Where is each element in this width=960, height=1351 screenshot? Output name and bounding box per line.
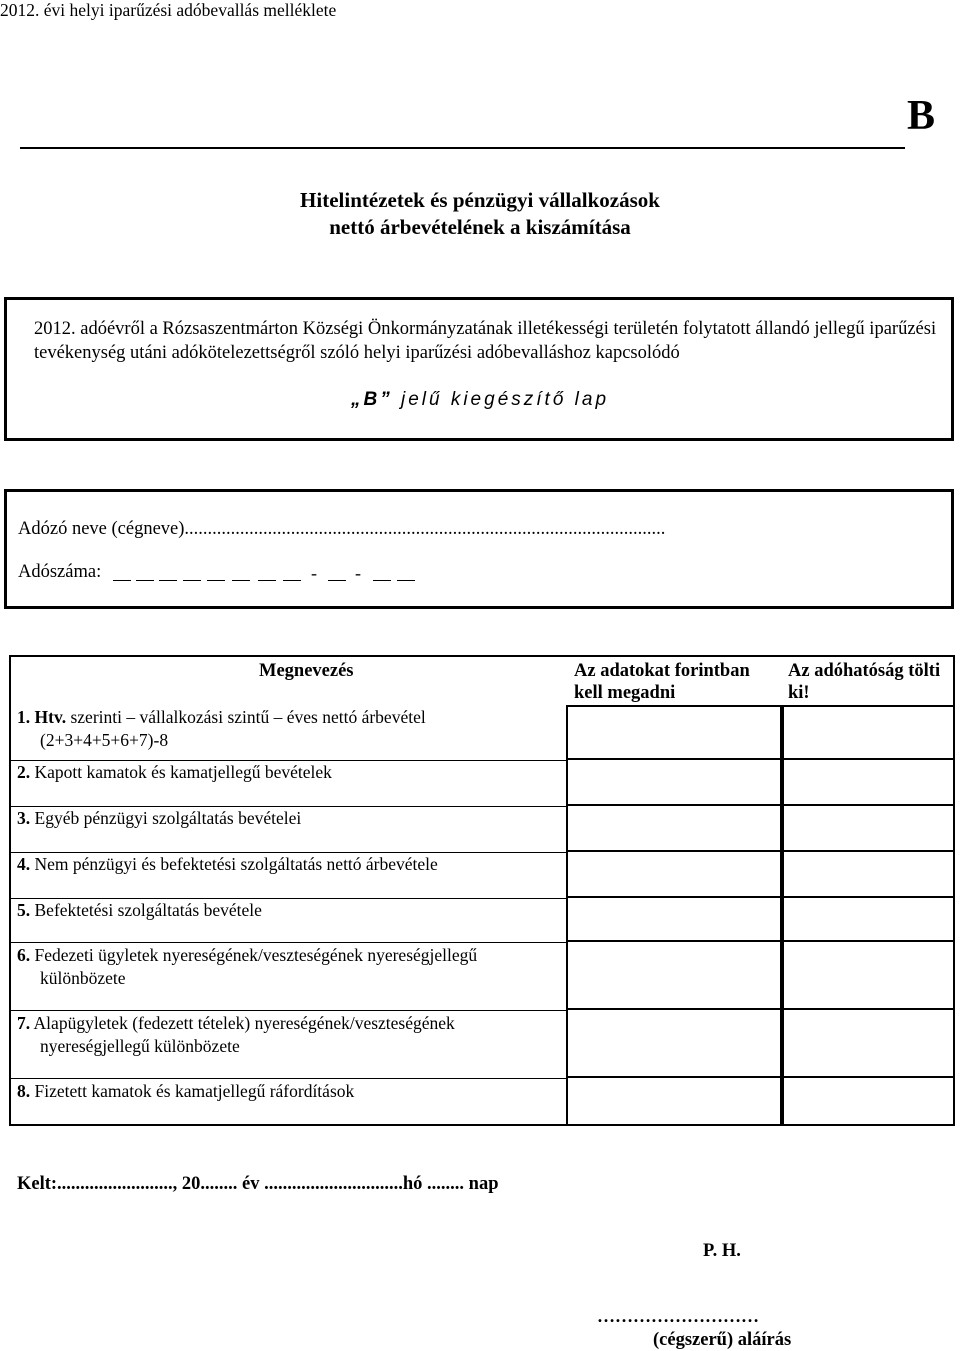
authority-cell-row-7 [782,1010,955,1078]
table-row-6 [17,944,477,966]
taxpayer-box [4,489,954,609]
intro-sub-letter: „B” [350,389,393,410]
form-title-line1: Hitelintézetek és pénzügyi vállalkozások [300,188,660,212]
row-number: 3. [17,808,31,828]
amount-cell-row-3[interactable] [566,806,782,852]
row-number: 4. [17,854,31,874]
amount-cell-row-4[interactable] [566,852,782,898]
tax-number-dash: - [311,563,317,583]
table-row-2 [17,761,332,783]
tax-number-label: Adószáma: [18,562,102,582]
authority-cell-row-5 [782,898,955,942]
stamp-placeholder: P. H. [703,1241,741,1261]
amount-cell-row-5[interactable] [566,898,782,942]
col-header-name: Megnevezés [259,661,354,681]
row-6-continuation: különbözete [40,968,126,988]
tax-number-digit[interactable] [207,580,225,581]
row-text: szerinti – vállalkozási szintű – éves nettó árbevétel [70,707,426,727]
taxpayer-name-field[interactable]: Adózó neve (cégneve)........................................................................................................ [18,519,666,539]
row-text: Egyéb pénzügyi szolgáltatás bevételei [34,808,302,828]
form-title-line2: nettó árbevételének a kiszámítása [329,215,631,239]
header-rule [20,147,905,149]
table-row-5 [17,899,262,921]
intro-subtitle [0,387,960,413]
amount-cell-row-7[interactable] [566,1010,782,1078]
tax-number-digit[interactable] [159,580,177,581]
row-separator [10,942,566,943]
tax-number-digit[interactable] [232,580,250,581]
row-number: 1. Htv. [17,707,67,727]
authority-cell-row-6 [782,942,955,1010]
table-row-7 [17,1012,455,1034]
row-1-formula: (2+3+4+5+6+7)-8 [40,730,169,750]
row-number: 5. [17,900,31,920]
row-text: Fedezeti ügyletek nyereségének/veszteségének nyereségjellegű [34,945,478,965]
row-number: 8. [17,1081,31,1101]
authority-cell-row-4 [782,852,955,898]
table-row-4 [17,853,438,875]
row-7-continuation: nyereségjellegű különbözete [40,1036,240,1056]
tax-number-digit[interactable] [328,580,346,581]
tax-number-digit[interactable] [136,580,154,581]
signature-label: (cégszerű) aláírás [653,1330,792,1350]
authority-cell-row-1 [782,705,955,760]
signature-line[interactable]: ……………………… [597,1306,759,1326]
amount-cell-row-6[interactable] [566,942,782,1010]
sheet-letter: B [907,93,936,139]
row-separator [10,1010,566,1011]
col-header-amount: Az adatokat forintban kell megadni [574,661,750,703]
amount-cell-row-1[interactable] [566,705,782,760]
row-text: Alapügyletek (fedezett tételek) nyereségének/veszteségének [33,1013,455,1033]
row-number: 2. [17,762,31,782]
tax-number-digit[interactable] [397,580,415,581]
tax-number-digit[interactable] [373,580,391,581]
tax-number-digit[interactable] [183,580,201,581]
row-text: Kapott kamatok és kamatjellegű bevételek [34,762,332,782]
intro-text: 2012. adóévről a Rózsaszentmárton Községi Önkormányzatának illetékességi területén folytatott állandó jellegű iparűzési tevékenység utáni adókötelezettségről szóló helyi iparűzési adóbevalláshoz kapcsolódó [34,319,937,363]
authority-cell-row-2 [782,760,955,806]
date-line[interactable]: Kelt:........................., 20........ év ..............................hó ........ nap [17,1174,499,1194]
table-row-1 [17,706,426,728]
row-text: Befektetési szolgáltatás bevétele [34,900,262,920]
row-text: Nem pénzügyi és befektetési szolgáltatás nettó árbevétele [34,854,438,874]
table-row-3 [17,807,301,829]
authority-cell-row-8 [782,1078,955,1126]
table-row-8 [17,1080,354,1102]
row-number: 7. [17,1013,31,1033]
row-separator [10,1078,566,1079]
amount-cell-row-8[interactable] [566,1078,782,1126]
intro-sub-rest: jelű kiegészítő lap [400,389,610,410]
authority-cell-row-3 [782,806,955,852]
tax-number-digit[interactable] [283,580,301,581]
row-number: 6. [17,945,31,965]
tax-number-digit[interactable] [113,580,131,581]
col-header-authority: Az adóhatóság tölti ki! [788,661,941,703]
annex-title: 2012. évi helyi iparűzési adóbevallás melléklete [0,0,337,20]
tax-number-digit[interactable] [258,580,276,581]
row-text: Fizetett kamatok és kamatjellegű ráfordítások [34,1081,355,1101]
tax-number-dash: - [355,563,361,583]
amount-cell-row-2[interactable] [566,760,782,806]
